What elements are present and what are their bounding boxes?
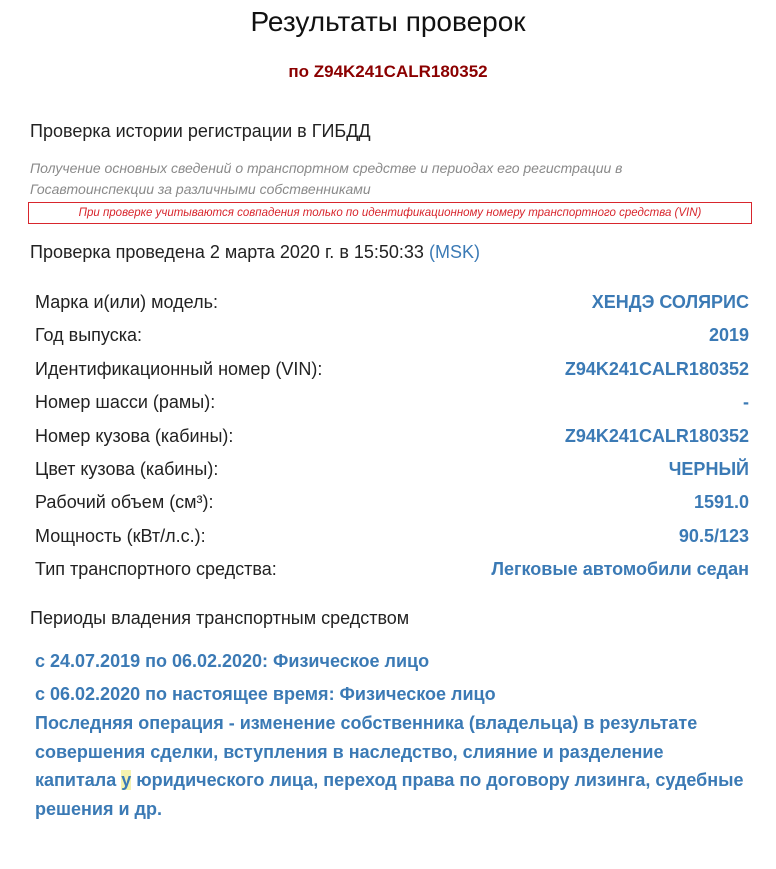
info-row-year — [35, 319, 749, 352]
check-performed-text: Проверка проведена 2 марта 2020 г. в 15:50:33 — [30, 242, 424, 262]
info-value: Z94K241CALR180352 — [564, 425, 749, 446]
vin-match-notice: При проверке учитываются совпадения только по идентификационному номеру транспортного средства (VIN) — [28, 202, 752, 224]
timezone-label: (MSK) — [428, 242, 480, 262]
ownership-period: с 24.07.2019 по 06.02.2020: Физическое лицо — [35, 651, 430, 671]
info-value: ЧЕРНЫЙ — [668, 458, 749, 479]
registration-check-heading: Проверка истории регистрации в ГИБДД — [30, 121, 371, 141]
registration-check-description: Получение основных сведений о транспортном средстве и периодах его регистрации в Госавтоинспекции за различными собственниками — [30, 160, 623, 197]
info-value: 90.5/123 — [678, 525, 749, 546]
info-label: Номер шасси (рамы): — [35, 392, 216, 413]
info-row-type — [35, 553, 749, 586]
info-value: Z94K241CALR180352 — [564, 358, 749, 379]
ownership-period: с 06.02.2020 по настоящее время: Физическое лицо — [35, 684, 496, 704]
info-row-color — [35, 453, 749, 486]
info-label: Марка и(или) модель: — [35, 292, 218, 312]
info-label: Номер кузова (кабины): — [35, 425, 234, 446]
info-row-chassis — [35, 386, 749, 419]
info-value: ХЕНДЭ СОЛЯРИС — [591, 292, 749, 312]
info-row-vin — [35, 353, 749, 386]
info-label: Идентификационный номер (VIN): — [35, 358, 323, 379]
info-value: - — [743, 392, 749, 413]
info-row-model — [35, 286, 749, 319]
info-value: 1591.0 — [693, 492, 749, 513]
last-operation-part: юридического лица, переход права по договору лизинга, судебные решения и др. — [35, 770, 744, 819]
info-label: Мощность (кВт/л.с.): — [35, 525, 206, 546]
info-value: Легковые автомобили седан — [491, 559, 749, 580]
check-performed-line — [30, 242, 480, 263]
last-operation-part: Последняя операция - изменение собственника (владельца) в результате совершения сделки, вступления в наследство, слияние и разделение капитала — [35, 713, 698, 790]
page-title: Результаты проверок — [250, 6, 526, 37]
vehicle-info-table — [35, 286, 749, 587]
info-label: Год выпуска: — [35, 325, 142, 346]
last-operation-text — [35, 709, 747, 823]
info-row-volume — [35, 486, 749, 519]
info-row-body — [35, 420, 749, 453]
info-label: Цвет кузова (кабины): — [35, 458, 219, 479]
info-label: Тип транспортного средства: — [35, 559, 277, 580]
info-value: 2019 — [708, 325, 749, 346]
text-highlight: у — [121, 770, 132, 790]
info-row-power — [35, 520, 749, 553]
ownership-heading: Периоды владения транспортным средством — [30, 608, 410, 628]
vin-subtitle: по Z94K241CALR180352 — [288, 62, 488, 81]
info-label: Рабочий объем (см³): — [35, 492, 214, 513]
